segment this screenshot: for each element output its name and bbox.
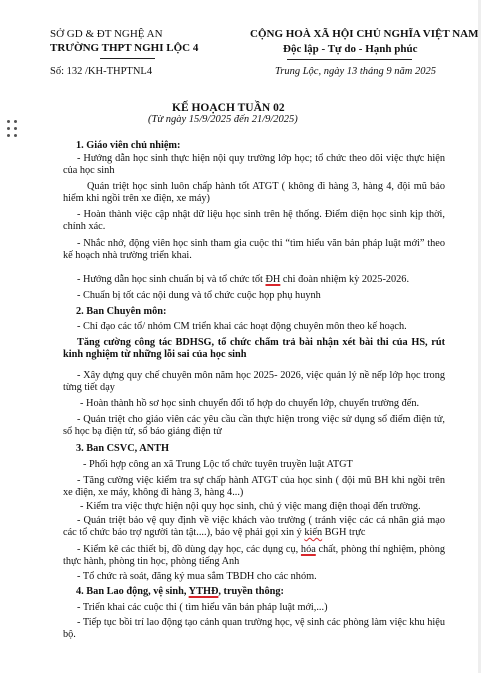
national-title: CỘNG HOÀ XÃ HỘI CHỦ NGHĨA VIỆT NAM: [250, 28, 479, 40]
section-1-heading: 1. Giáo viên chủ nhiệm:: [76, 140, 181, 151]
s1-para-1: - Hướng dẫn học sinh thực hiện nội quy trường lớp học; tổ chức theo dõi việc thực hiện của học sinh: [63, 153, 445, 176]
s3-para-3: - Kiểm tra việc thực hiện nội quy học sinh, chủ ý việc mang điện thoại đến trường.: [80, 501, 421, 512]
drag-handle-icon[interactable]: [7, 120, 21, 142]
place-date: Trung Lộc, ngày 13 tháng 9 năm 2025: [275, 66, 437, 77]
motto-part-a: Độc lập - Tự do -: [283, 43, 366, 55]
section-4-heading: [76, 586, 284, 598]
s2-para-2: - Xây dựng quy chế chuyên môn năm học 2025- 2026, việc quản lý nề nếp lớp học trong từng tiết dạy: [63, 370, 445, 393]
org-name-line1: SỞ GD & ĐT NGHỆ AN: [50, 28, 163, 40]
s1-para-5a: - Hướng dẫn học sinh chuẩn bị và tổ chức tốt: [77, 274, 266, 285]
s2-para-1: - Chỉ đạo các tổ/ nhóm CM triển khai các hoạt động chuyên môn theo kế hoạch.: [77, 321, 407, 332]
s4-para-1: - Triển khai các cuộc thi ( tìm hiểu văn bản pháp luật mới,...): [77, 602, 328, 613]
s1-para-5: [77, 274, 409, 286]
s2-para-3: - Hoàn thành hồ sơ học sinh chuyển đổi tổ hợp do chuyển lớp, chuyển trường đến.: [80, 398, 420, 409]
section-3-heading: 3. Ban CSVC, ANTH: [76, 443, 169, 454]
s3-para-4: [63, 515, 445, 539]
s3-para-5c: chất, phòng thí nghiệm, phòng thực hành, phòng tin học, phòng tiếng Anh: [63, 544, 445, 567]
s1-para-5-marked: ĐH: [265, 274, 281, 285]
s4-heading-c: , truyền thông:: [218, 586, 284, 597]
s1-para-4: - Nhắc nhở, động viên học sinh tham gia cuộc thi “tìm hiểu văn bản pháp luật mới” theo kế hoạch nhà trường triển khai.: [63, 238, 445, 261]
plan-title: KẾ HOẠCH TUẦN 02: [172, 102, 285, 114]
s3-para-5-marked: hóa: [300, 544, 316, 555]
motto-part-b: Hạnh phúc: [365, 43, 418, 55]
s3-para-4-marked: kiến: [304, 527, 323, 538]
s1-para-3: - Hoàn thành việc cập nhật dữ liệu học sinh trên hệ thống. Điểm diện học sinh kịp thời, chính xác.: [63, 209, 445, 232]
org-name-line2: TRƯỜNG THPT NGHI LỘC 4: [50, 42, 199, 54]
s4-heading-a: 4. Ban Lao động, vệ sinh,: [76, 586, 189, 597]
s3-para-4a: - Quán triệt bảo vệ quy định về việc khách vào trường ( tránh việc các cá nhân giả mạo các tổ chức bảo trợ người tàn tật....), bảo vệ phải gọi xin ý: [63, 515, 445, 538]
s3-para-6: - Tổ chức rà soát, đăng ký mua sắm TBDH cho các nhóm.: [77, 571, 317, 582]
s3-para-4c: BGH trực: [322, 527, 366, 538]
s3-para-2: - Tăng cường việc kiểm tra sự chấp hành ATGT của học sinh ( đội mũ BH khi ngồi trên xe điện, xe máy, không đi hàng 3, hàng 4...): [63, 475, 445, 498]
s3-para-5a: - Kiểm kê các thiết bị, đồ dùng dạy học, các dụng cụ,: [77, 544, 301, 555]
national-motto: [283, 43, 417, 55]
s4-para-2: - Tiếp tục bồi trí lao động tạo cảnh quan trường học, vệ sinh các phòng làm việc khu hiệu bộ.: [63, 617, 445, 640]
s3-para-5: [63, 544, 445, 568]
document-number: Số: 132 /KH-THPTNL4: [50, 66, 153, 77]
motto-rule: [287, 59, 412, 60]
s1-para-5c: chi đoàn nhiệm kỳ 2025-2026.: [280, 274, 410, 285]
s1-para-2: Quán triệt học sinh luôn chấp hành tốt ATGT ( không đi hàng 3, hàng 4, đội mũ bảo hiểm khi ngồi trên xe điện, xe máy): [63, 181, 445, 204]
s1-para-6: - Chuẩn bị tốt các nội dung và tổ chức cuộc họp phụ huynh: [77, 290, 321, 301]
s2-bold-para: Tăng cường công tác BDHSG, tổ chức chấm trả bài nhận xét bài thi của HS, rút kinh nghiệm từ những lỗi sai của học sinh: [63, 337, 445, 360]
s4-heading-marked: YTHĐ: [188, 586, 219, 597]
plan-date-range: (Từ ngày 15/9/2025 đến 21/9/2025): [148, 114, 298, 125]
s2-para-4: - Quán triệt cho giáo viên các yêu cầu cần thực hiện trong việc sử dụng sổ điểm điện tử, sổ học bạ điện tử, sổ báo giảng điện tử: [63, 414, 445, 437]
org-name-rule: [100, 58, 155, 59]
s3-para-1: - Phối hợp công an xã Trung Lộc tổ chức tuyên truyền luật ATGT: [83, 459, 353, 470]
section-2-heading: 2. Ban Chuyên môn:: [76, 306, 167, 317]
